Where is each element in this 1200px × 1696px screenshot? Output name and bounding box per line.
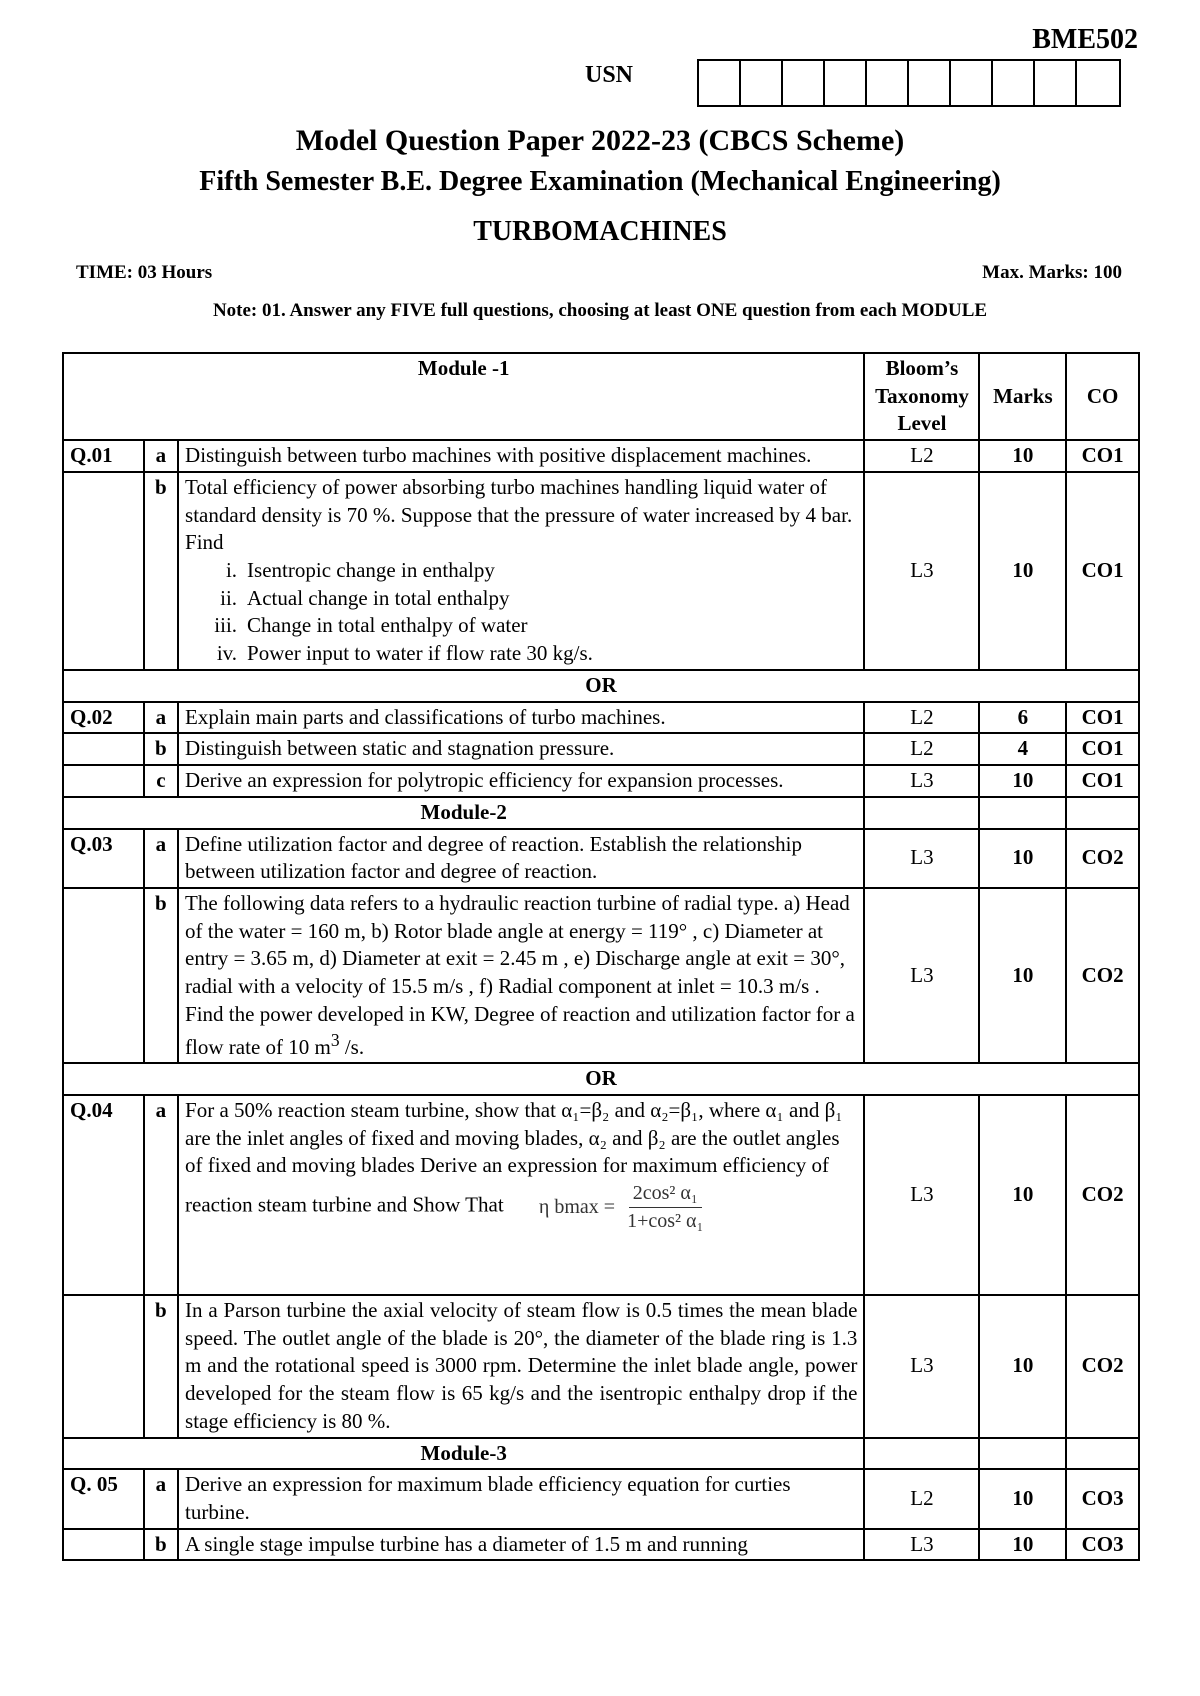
- sub-label: a: [144, 829, 178, 888]
- exam-time: TIME: 03 Hours: [76, 262, 213, 283]
- usn-box[interactable]: [1035, 61, 1077, 105]
- question-text: [178, 1095, 864, 1295]
- sub-label: b: [144, 1529, 178, 1561]
- or-label: OR: [63, 670, 1139, 702]
- item-text: Power input to water if flow rate 30 kg/s.: [247, 641, 593, 666]
- bloom-level: L2: [864, 440, 979, 472]
- subject-code: BME502: [1032, 24, 1138, 55]
- sub-item-list: [185, 557, 857, 668]
- sub-label: b: [144, 1295, 178, 1438]
- list-item: [214, 612, 857, 640]
- table-row: [63, 1295, 1139, 1438]
- table-row: [63, 472, 1139, 670]
- co-value: CO1: [1066, 472, 1139, 670]
- bloom-level: L2: [864, 1469, 979, 1528]
- question-text: Derive an expression for maximum blade efficiency equation for curties turbine.: [178, 1469, 864, 1528]
- superscript: 3: [330, 1029, 340, 1050]
- sub-label: c: [144, 765, 178, 797]
- usn-box[interactable]: [1077, 61, 1119, 105]
- marks-value: 10: [979, 1529, 1066, 1561]
- question-text: Distinguish between turbo machines with positive displacement machines.: [178, 440, 864, 472]
- sub-label: a: [144, 440, 178, 472]
- usn-box[interactable]: [993, 61, 1035, 105]
- formula-fraction: [623, 1180, 707, 1234]
- question-text: A single stage impulse turbine has a diameter of 1.5 m and running: [178, 1529, 864, 1561]
- co-value: CO3: [1066, 1469, 1139, 1528]
- sub-label: b: [144, 888, 178, 1063]
- question-text: [178, 888, 864, 1063]
- item-text: Isentropic change in enthalpy: [247, 558, 495, 583]
- marks-value: 10: [979, 765, 1066, 797]
- usn-box[interactable]: [741, 61, 783, 105]
- item-text: Actual change in total enthalpy: [247, 585, 510, 610]
- question-number: Q.02: [63, 702, 144, 734]
- module-heading: Module -1: [63, 353, 864, 440]
- exam-title: Fifth Semester B.E. Degree Examination (Mechanical Engineering): [199, 166, 1001, 197]
- usn-box[interactable]: [783, 61, 825, 105]
- usn-box[interactable]: [825, 61, 867, 105]
- question-number: Q.01: [63, 440, 144, 472]
- bloom-level: L3: [864, 765, 979, 797]
- sub-label: b: [144, 733, 178, 765]
- efficiency-formula: [539, 1180, 708, 1234]
- question-text-body: For a 50% reaction steam turbine, show that α₁=β₂ and α₂=β₁, where α₁ and β₁ are the inlet angles of fixed and moving blades, α₂ and β₂ are the outlet angles of fixed and moving blades Derive an expression for maximum efficiency of reaction steam turbine and Show That: [185, 1097, 843, 1217]
- marks-value: 6: [979, 702, 1066, 734]
- question-text-body: The following data refers to a hydraulic reaction turbine of radial type. a) Head of the water = 160 m, b) Rotor blade angle at energy = 119° , c) Diameter at entry = 3.65 m, d) Diameter at exit = 2.45 m , e) Discharge angle at exit = 30°, radial with a velocity of 15.5 m/s , f) Radial component at inlet = 10.3 m/s . Find the power developed in KW, Degree of reaction and utilization factor for a flow rate of 10 m: [185, 890, 855, 1059]
- usn-label: USN: [585, 62, 634, 88]
- or-row: [63, 670, 1139, 702]
- marks-value: 10: [979, 829, 1066, 888]
- question-number: Q.03: [63, 829, 144, 888]
- question-table: [62, 352, 1140, 1561]
- usn-box[interactable]: [699, 61, 741, 105]
- usn-box[interactable]: [867, 61, 909, 105]
- subject-title: TURBOMACHINES: [473, 216, 727, 247]
- module-row: [63, 1438, 1139, 1470]
- sub-label: a: [144, 702, 178, 734]
- usn-box[interactable]: [909, 61, 951, 105]
- co-value: CO2: [1066, 1295, 1139, 1438]
- bloom-level: L2: [864, 733, 979, 765]
- formula-numerator: 2cos² α₁: [629, 1180, 702, 1207]
- marks-value: 10: [979, 1469, 1066, 1528]
- max-marks: Max. Marks: 100: [982, 262, 1122, 283]
- table-row: [63, 733, 1139, 765]
- sub-label: a: [144, 1095, 178, 1295]
- question-text: [178, 472, 864, 670]
- module-heading: Module-2: [63, 797, 864, 829]
- bloom-level: L3: [864, 1529, 979, 1561]
- usn-box[interactable]: [951, 61, 993, 105]
- paper-title: Model Question Paper 2022-23 (CBCS Scheme): [295, 124, 905, 157]
- marks-value: 4: [979, 733, 1066, 765]
- sub-label: a: [144, 1469, 178, 1528]
- question-text-tail: /s.: [339, 1034, 365, 1059]
- question-text: Explain main parts and classifications of turbo machines.: [178, 702, 864, 734]
- list-item: [225, 557, 857, 585]
- item-number: i.: [225, 558, 238, 583]
- table-row: [63, 440, 1139, 472]
- co-value: CO1: [1066, 440, 1139, 472]
- question-number: Q.04: [63, 1095, 144, 1295]
- co-value: CO2: [1066, 829, 1139, 888]
- marks-value: 10: [979, 440, 1066, 472]
- formula-denominator: 1+cos² α₁: [627, 1209, 704, 1232]
- question-text: Distinguish between static and stagnation pressure.: [178, 733, 864, 765]
- usn-boxes[interactable]: [697, 59, 1121, 107]
- module-heading: Module-3: [63, 1438, 864, 1470]
- question-text: Derive an expression for polytropic efficiency for expansion processes.: [178, 765, 864, 797]
- marks-header: Marks: [979, 353, 1066, 440]
- table-row: [63, 1469, 1139, 1528]
- co-value: CO1: [1066, 733, 1139, 765]
- marks-value: 10: [979, 888, 1066, 1063]
- marks-value: 10: [979, 472, 1066, 670]
- item-text: Change in total enthalpy of water: [247, 613, 528, 638]
- bloom-level: L2: [864, 702, 979, 734]
- table-row: [63, 1529, 1139, 1561]
- marks-value: 10: [979, 1095, 1066, 1295]
- question-number: Q. 05: [63, 1469, 144, 1528]
- table-row: [63, 702, 1139, 734]
- co-value: CO1: [1066, 765, 1139, 797]
- module-row: [63, 797, 1139, 829]
- table-row: [63, 765, 1139, 797]
- question-text: Define utilization factor and degree of reaction. Establish the relationship between utilization factor and degree of reaction.: [178, 829, 864, 888]
- bloom-level: L3: [864, 829, 979, 888]
- co-value: CO2: [1066, 1095, 1139, 1295]
- bloom-header: Bloom’s Taxonomy Level: [864, 353, 979, 440]
- co-value: CO3: [1066, 1529, 1139, 1561]
- bloom-level: L3: [864, 888, 979, 1063]
- item-number: iv.: [216, 641, 238, 666]
- bloom-level: L3: [864, 1095, 979, 1295]
- table-row: [63, 1095, 1139, 1295]
- bloom-level: L3: [864, 472, 979, 670]
- item-number: iii.: [214, 613, 238, 638]
- list-item: [220, 585, 857, 613]
- item-number: ii.: [220, 585, 238, 610]
- question-stem: Total efficiency of power absorbing turbo machines handling liquid water of standard density is 70 %. Suppose that the pressure of water increased by 4 bar. Find: [185, 474, 853, 555]
- co-header: CO: [1066, 353, 1139, 440]
- list-item: [216, 640, 857, 668]
- sub-label: b: [144, 472, 178, 670]
- table-header-row: [63, 353, 1139, 440]
- table-row: [63, 829, 1139, 888]
- table-row: [63, 888, 1139, 1063]
- or-row: [63, 1063, 1139, 1095]
- co-value: CO1: [1066, 702, 1139, 734]
- bloom-level: L3: [864, 1295, 979, 1438]
- exam-note: Note: 01. Answer any FIVE full questions, choosing at least ONE question from each MODULE: [212, 300, 988, 321]
- marks-value: 10: [979, 1295, 1066, 1438]
- or-label: OR: [63, 1063, 1139, 1095]
- formula-lhs: η bmax =: [538, 1195, 616, 1218]
- co-value: CO2: [1066, 888, 1139, 1063]
- question-text: In a Parson turbine the axial velocity of steam flow is 0.5 times the mean blade speed. The outlet angle of the blade is 20°, the diameter of the blade ring is 1.3 m and the rotational speed is 3000 rpm. Determine the inlet blade angle, power developed for the steam flow is 65 kg/s and the isentropic enthalpy drop if the stage efficiency is 80 %.: [178, 1295, 864, 1438]
